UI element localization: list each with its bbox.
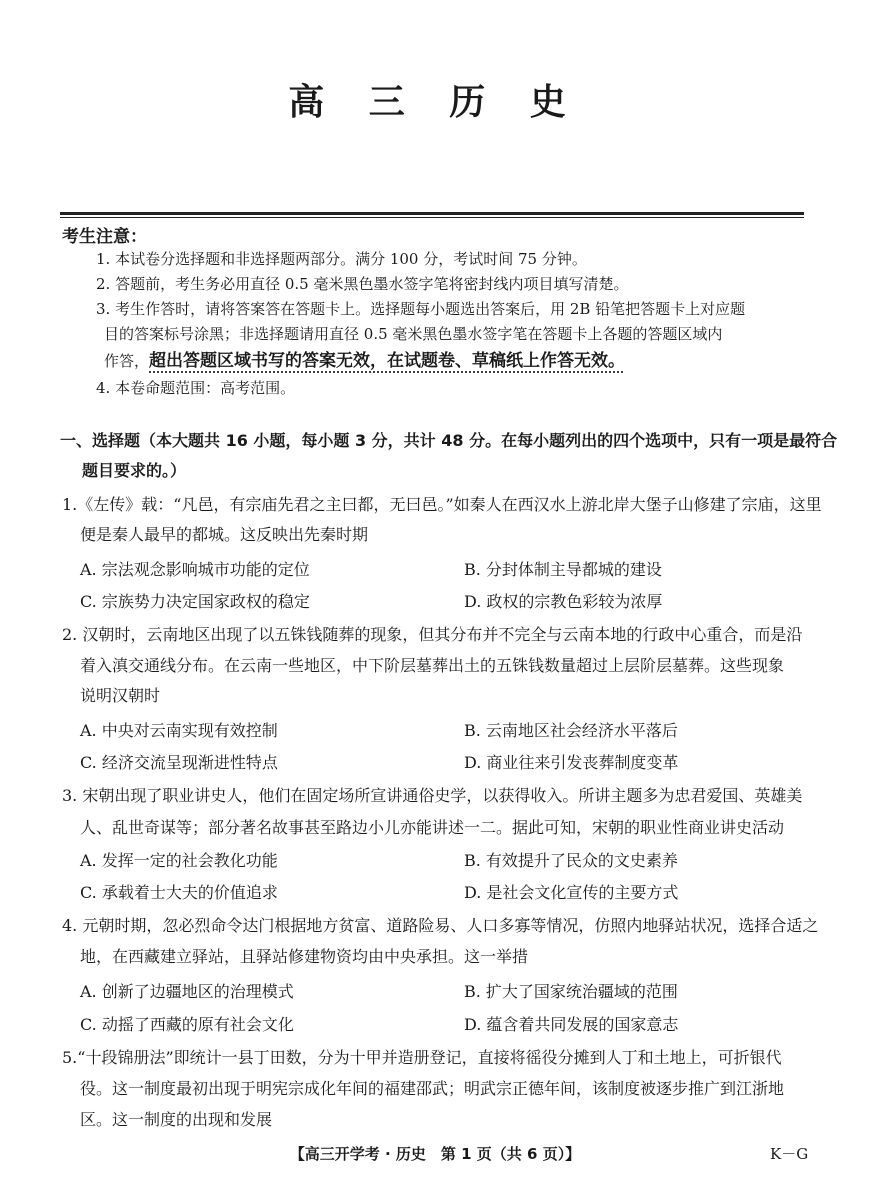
question-4-line-2: 地，在西藏建立驿站，且驿站修建物资均由中央承担。这一举措 bbox=[80, 947, 529, 966]
page-footer: 【高三开学考 · 历史 第 1 页（共 6 页）】 bbox=[289, 1145, 581, 1163]
question-2-option-c: C. 经济交流呈现渐进性特点 bbox=[80, 753, 278, 772]
question-1-line-2: 便是秦人最早的都城。这反映出先秦时期 bbox=[80, 525, 369, 544]
question-2-line-2: 着入滇交通线分布。在云南一些地区，中下阶层墓葬出土的五铢钱数量超过上层阶层墓葬。这些现象 bbox=[80, 656, 785, 675]
notice-item-1: 1. 本试卷分选择题和非选择题两部分。满分 100 分，考试时间 75 分钟。 bbox=[96, 250, 587, 268]
question-1-line-1: 1.《左传》载：“凡邑，有宗庙先君之主曰都，无曰邑。”如秦人在西汉水上游北岸大堡子山修建了宗庙，这里 bbox=[62, 495, 822, 514]
question-3-option-c: C. 承载着士大夫的价值追求 bbox=[80, 883, 278, 902]
notice-heading: 考生注意： bbox=[62, 227, 147, 247]
question-2-option-b: B. 云南地区社会经济水平落后 bbox=[464, 721, 678, 740]
question-1-option-c: C. 宗族势力决定国家政权的稳定 bbox=[80, 592, 310, 611]
question-1-option-a: A. 宗法观念影响城市功能的定位 bbox=[80, 560, 310, 579]
question-2-option-d: D. 商业往来引发丧葬制度变革 bbox=[464, 753, 679, 772]
question-3-option-a: A. 发挥一定的社会教化功能 bbox=[80, 851, 278, 870]
question-4-line-1: 4. 元朝时期，忽必烈命令达门根据地方贫富、道路险易、人口多寡等情况，仿照内地驿站状况，选择合适之 bbox=[62, 916, 819, 935]
question-4-option-b: B. 扩大了国家统治疆域的范围 bbox=[464, 982, 678, 1001]
question-4-option-a: A. 创新了边疆地区的治理模式 bbox=[80, 982, 294, 1001]
exam-title: 高 三 历 史 bbox=[288, 81, 582, 123]
question-2-option-a: A. 中央对云南实现有效控制 bbox=[80, 721, 278, 740]
notice-item-3-line-2: 目的答案标号涂黑；非选择题请用直径 0.5 毫米黑色墨水签字笔在答题卡上各题的答题区域内 bbox=[104, 325, 723, 343]
question-2-line-3: 说明汉朝时 bbox=[80, 686, 161, 705]
question-4-option-d: D. 蕴含着共同发展的国家意志 bbox=[464, 1015, 679, 1034]
question-3-line-1: 3. 宋朝出现了职业讲史人，他们在固定场所宣讲通俗史学，以获得收入。所讲主题多为忠君爱国、英雄美 bbox=[62, 786, 803, 805]
question-1-option-b: B. 分封体制主导都城的建设 bbox=[464, 560, 662, 579]
question-3-line-2: 人、乱世奇谋等；部分著名故事甚至路边小儿亦能讲述一二。据此可知，宋朝的职业性商业讲史活动 bbox=[80, 818, 785, 837]
question-5-line-3: 区。这一制度的出现和发展 bbox=[80, 1110, 273, 1129]
question-5-line-2: 役。这一制度最初出现于明宪宗成化年间的福建邵武；明武宗正德年间，该制度被逐步推广到江浙地 bbox=[80, 1079, 785, 1098]
notice-item-4: 4. 本卷命题范围：高考范围。 bbox=[96, 379, 296, 397]
header-rule-thin bbox=[60, 217, 804, 218]
notice-item-3-line-1: 3. 考生作答时，请将答案答在答题卡上。选择题每小题选出答案后，用 2B 铅笔把答题卡上对应题 bbox=[96, 300, 746, 318]
question-4-option-c: C. 动摇了西藏的原有社会文化 bbox=[80, 1015, 294, 1034]
notice-item-3-line-3 bbox=[104, 346, 625, 371]
question-1-option-d: D. 政权的宗教色彩较为浓厚 bbox=[464, 592, 663, 611]
notice-item-2: 2. 答题前，考生务必用直径 0.5 毫米黑色墨水签字笔将密封线内项目填写清楚。 bbox=[96, 275, 629, 293]
paper-code: K－G bbox=[770, 1145, 809, 1163]
question-2-line-1: 2. 汉朝时，云南地区出现了以五铢钱随葬的现象，但其分布并不完全与云南本地的行政中心重合，而是沿 bbox=[62, 625, 803, 644]
section-heading-line-2: 题目要求的。） bbox=[82, 461, 187, 480]
notice-item-3-prefix: 作答， bbox=[104, 352, 150, 370]
question-5-line-1: 5.“十段锦册法”即统计一县丁田数，分为十甲并造册登记，直接将徭役分摊到人丁和土地上，可折银代 bbox=[62, 1048, 782, 1067]
notice-emphasis: 超出答题区域书写的答案无效，在试题卷、草稿纸上作答无效。 bbox=[149, 351, 626, 371]
question-3-option-b: B. 有效提升了民众的文史素养 bbox=[464, 851, 678, 870]
header-rule-thick bbox=[60, 212, 804, 215]
question-3-option-d: D. 是社会文化宣传的主要方式 bbox=[464, 883, 679, 902]
section-heading-line-1: 一、选择题（本大题共 16 小题，每小题 3 分，共计 48 分。在每小题列出的四个选项中，只有一项是最符合 bbox=[60, 431, 838, 450]
